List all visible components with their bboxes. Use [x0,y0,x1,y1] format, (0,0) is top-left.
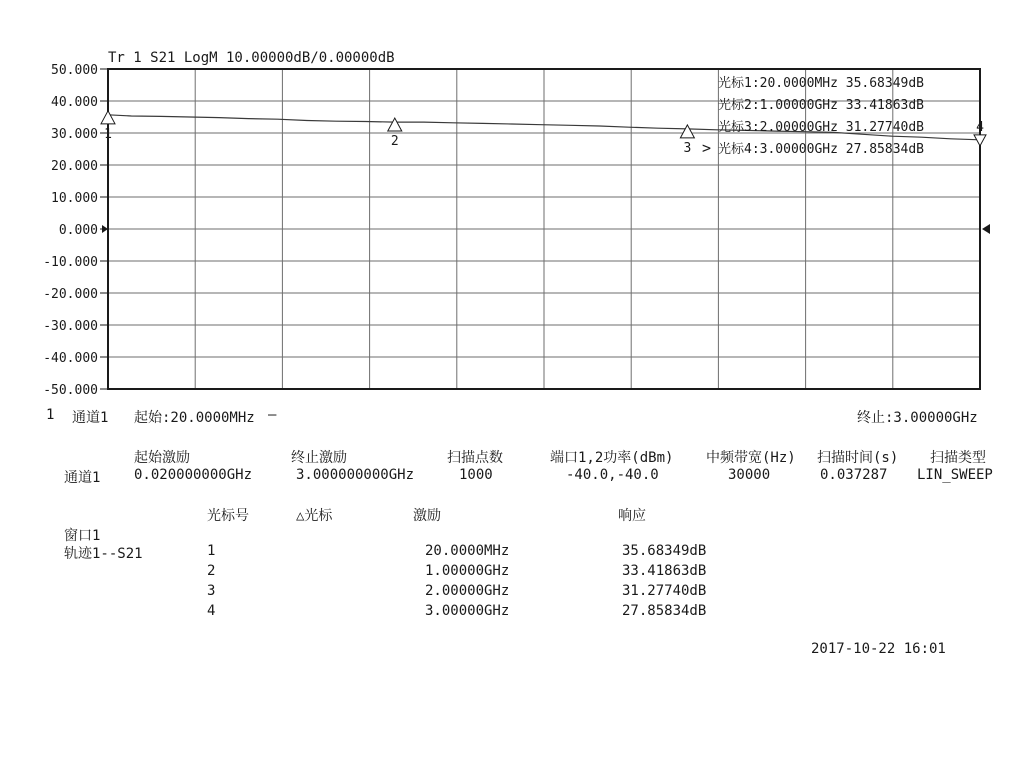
marker-table-header: 光标号 [207,508,249,524]
marker-readout: 光标3:2.00000GHz 31.27740dB [718,120,925,135]
y-axis-ticks [43,63,108,398]
marker-number: 2 [207,563,216,579]
marker-readout: 光标4:3.00000GHz 27.85834dB [718,142,925,157]
start-frequency: 起始:20.0000MHz [134,410,255,426]
params-value: 1000 [459,467,493,483]
grid [108,69,980,389]
marker-readout: 光标2:1.00000GHz 33.41863dB [718,98,925,113]
timestamp: 2017-10-22 16:01 [811,641,946,657]
params-value: LIN_SWEEP [917,467,993,483]
y-tick-label: 50.000 [51,63,98,78]
marker-table-row [0,563,1024,581]
y-tick-label: 30.000 [51,127,98,142]
stop-frequency: 终止:3.00000GHz [857,410,978,426]
marker-table-header: 激励 [413,508,441,524]
marker-table-header: 响应 [618,508,646,524]
marker-stimulus: 3.00000GHz [425,603,510,619]
active-marker-indicator: > [702,139,712,157]
marker-table-header: △光标 [296,508,333,524]
params-header: 扫描点数 [447,450,503,466]
channel-label: 通道1 [72,410,109,426]
trace-header: Tr 1 S21 LogM 10.00000dB/0.00000dB [108,50,395,66]
params-value: 0.020000000GHz [134,467,253,483]
params-header: 扫描时间(s) [817,450,899,466]
marker-label: 2 [390,134,399,150]
marker-table-row [0,603,1024,621]
marker-response: 27.85834dB [622,603,707,619]
params-header: 起始激励 [134,450,190,466]
marker-triangle [680,125,694,138]
marker-triangle [101,111,115,124]
channel-number: 1 [46,407,55,423]
params-header: 扫描类型 [930,450,986,466]
marker-stimulus: 20.0000MHz [425,543,510,559]
params-value: -40.0,-40.0 [566,467,659,483]
marker-response: 35.68349dB [622,543,707,559]
y-tick-label: -50.000 [43,383,98,398]
marker-readouts [702,75,924,157]
window-label: 窗口1 [64,528,101,544]
marker-response: 33.41863dB [622,563,707,579]
y-tick-label: -30.000 [43,319,98,334]
y-tick-label: 10.000 [51,191,98,206]
marker-number: 4 [207,603,216,619]
marker-label: 1 [104,126,112,142]
reference-arrow-right [982,224,990,234]
trace-label: 轨迹1--S21 [64,546,143,562]
params-value: 0.037287 [820,467,888,483]
y-tick-label: -20.000 [43,287,98,302]
start-dash: — [268,407,277,423]
y-tick-label: -40.000 [43,351,98,366]
params-row-label: 通道1 [64,470,101,486]
params-header: 终止激励 [291,450,347,466]
params-header: 中频带宽(Hz) [706,450,796,466]
marker-label: 4 [976,119,984,135]
marker-table-row [0,543,1024,561]
marker-stimulus: 2.00000GHz [425,583,510,599]
marker-response: 31.27740dB [622,583,707,599]
marker-number: 3 [207,583,216,599]
marker-readout: 光标1:20.0000MHz 35.68349dB [718,76,925,91]
marker-table-row [0,583,1024,601]
marker-triangle [388,118,402,131]
params-header: 端口1,2功率(dBm) [550,450,674,466]
params-value: 30000 [728,467,771,483]
y-tick-label: -10.000 [43,255,98,270]
marker-label: 3 [683,140,692,156]
y-tick-label: 0.000 [58,223,98,238]
params-value: 3.000000000GHz [296,467,415,483]
y-tick-label: 20.000 [51,159,98,174]
marker-triangle [974,135,986,146]
marker-stimulus: 1.00000GHz [425,563,510,579]
y-tick-label: 40.000 [51,95,98,110]
marker-number: 1 [207,543,216,559]
